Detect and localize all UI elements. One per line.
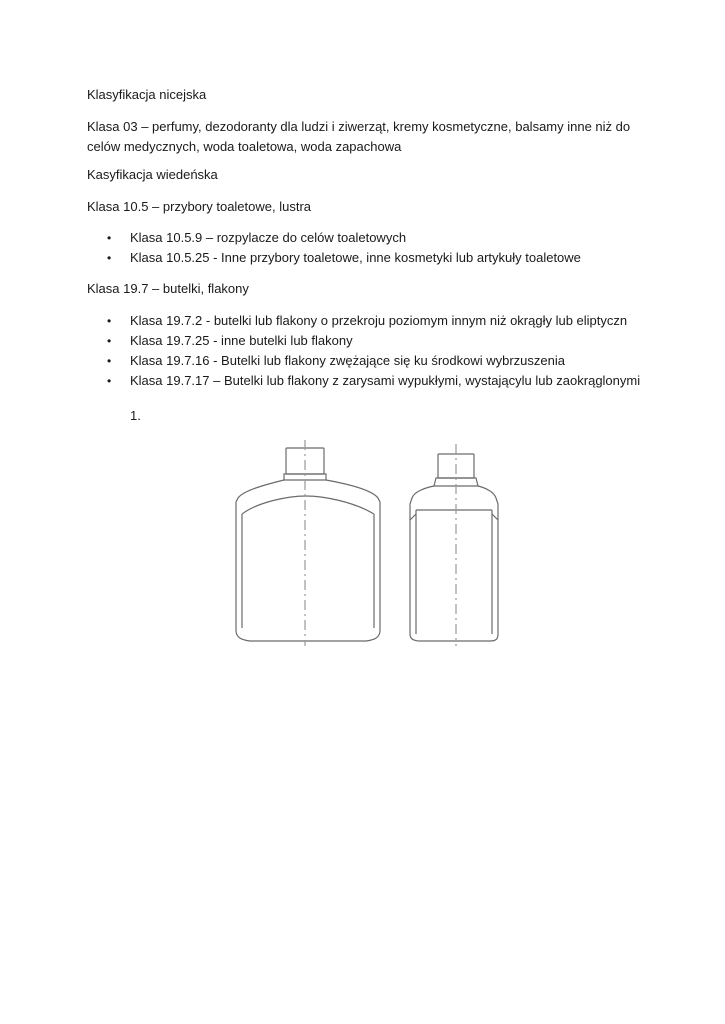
bottle-front-view [236,448,380,641]
nice-classification-title: Klasyfikacja nicejska [87,87,207,102]
bullet-icon: • [107,334,112,348]
list-item: • Klasa 10.5.9 – rozpylacze do celów toaletowych [87,228,581,248]
vienna-class-19-7-heading: Klasa 19.7 – butelki, flakony [87,281,249,296]
list-item: • Klasa 19.7.2 - butelki lub flakony o przekroju poziomym innym niż okrągły lub eliptyczn [87,311,640,331]
vienna-class-10-5-heading: Klasa 10.5 – przybory toaletowe, lustra [87,199,312,214]
nice-class-03: Klasa 03 – perfumy, dezodoranty dla ludzi i ziwerząt, kremy kosmetyczne, balsamy inne niż do celów medycznych, woda toaletowa, woda zapachowa [87,119,631,154]
vienna-classification-title: Kasyfikacja wiedeńska [87,167,218,182]
list-item: • Klasa 19.7.25 - inne butelki lub flakony [87,331,640,351]
bullet-icon: • [107,251,112,265]
bullet-icon: • [107,314,112,328]
bullet-icon: • [107,374,112,388]
bullet-icon: • [107,231,112,245]
list-item: • Klasa 10.5.25 - Inne przybory toaletowe, inne kosmetyki lub artykuły toaletowe [87,248,581,268]
bottle-drawing [228,440,500,646]
list-item: • Klasa 19.7.16 - Butelki lub flakony zwężające się ku środkowi wybrzuszenia [87,351,640,371]
vienna-class-10-5-list [87,228,581,268]
bottle-side-view [410,454,498,641]
list-item: • Klasa 19.7.17 – Butelki lub flakony z zarysami wypukłymi, wystającylu lub zaokrąglonymi [87,371,640,391]
figure-number: 1. [130,408,141,423]
bullet-icon: • [107,354,112,368]
vienna-class-19-7-list [87,311,640,391]
